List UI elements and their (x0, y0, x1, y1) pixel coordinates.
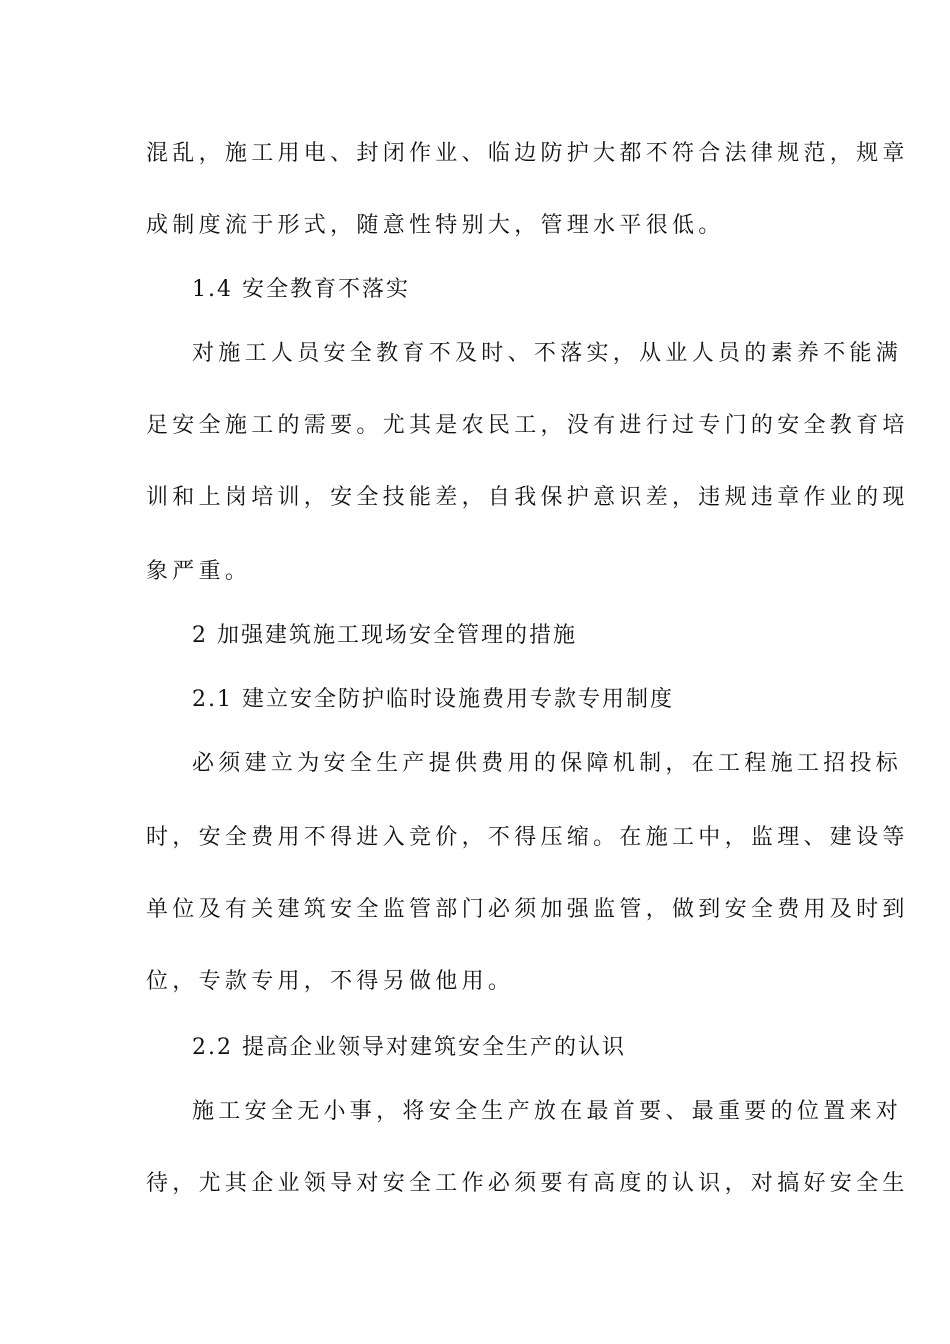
paragraph-line: 足安全施工的需要。尤其是农民工，没有进行过专门的安全教育培 (146, 413, 909, 438)
section-heading: 2.2 提高企业领导对建筑安全生产的认识 (192, 1035, 626, 1060)
paragraph-line: 训和上岗培训，安全技能差，自我保护意识差，违规违章作业的现 (146, 485, 909, 510)
section-heading: 2.1 建立安全防护临时设施费用专款专用制度 (192, 687, 674, 712)
paragraph-line: 成制度流于形式，随意性特别大，管理水平很低。 (146, 213, 725, 238)
paragraph-line: 必须建立为安全生产提供费用的保障机制，在工程施工招投标 (192, 751, 903, 776)
paragraph-line: 象严重。 (146, 559, 252, 584)
paragraph-line: 单位及有关建筑安全监管部门必须加强监管，做到安全费用及时到 (146, 897, 909, 922)
paragraph-line: 对施工人员安全教育不及时、不落实，从业人员的素养不能满 (192, 341, 903, 366)
paragraph-line: 位，专款专用，不得另做他用。 (146, 969, 515, 994)
paragraph-line: 混乱，施工用电、封闭作业、临边防护大都不符合法律规范，规章 (146, 141, 909, 166)
paragraph-line: 时，安全费用不得进入竞价，不得压缩。在施工中，监理、建设等 (146, 825, 909, 850)
paragraph-line: 施工安全无小事，将安全生产放在最首要、最重要的位置来对 (192, 1099, 903, 1124)
section-heading: 1.4 安全教育不落实 (192, 277, 410, 302)
section-heading: 2 加强建筑施工现场安全管理的措施 (192, 623, 577, 648)
paragraph-line: 待，尤其企业领导对安全工作必须要有高度的认识，对搞好安全生 (146, 1171, 909, 1196)
